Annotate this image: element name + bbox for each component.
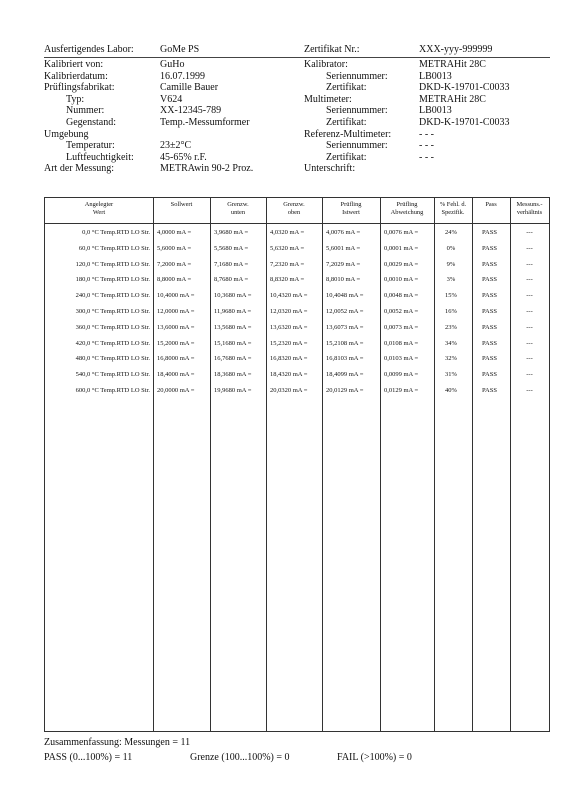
cell-applied: 60,0 °C Temp.RTD LO Str. <box>78 244 150 252</box>
cell-pct: 3% <box>446 276 456 284</box>
header-label: Ausfertigendes Labor: <box>44 44 134 55</box>
header-row <box>44 117 550 129</box>
cell-dev: 0,0029 mA = <box>384 260 419 268</box>
cell-ratio: --- <box>526 292 533 300</box>
header-label: Seriennummer: <box>326 70 388 82</box>
cell-dev: 0,0010 mA = <box>384 276 419 284</box>
cell-pass: PASS <box>482 276 497 284</box>
column-header: Pass <box>485 201 497 208</box>
header-value: XXX-yyy-999999 <box>419 44 493 55</box>
header-value <box>419 163 550 175</box>
measurement-table <box>44 197 550 732</box>
cell-soll: 8,8000 mA = <box>157 276 192 284</box>
header-label: Zertifikat: <box>326 116 367 128</box>
header-value: LB0013 <box>419 70 452 82</box>
cell-lo: 16,7680 mA = <box>214 355 252 363</box>
cell-pass: PASS <box>482 244 497 252</box>
header-divider <box>45 223 549 224</box>
header-label: Kalibrator: <box>304 59 348 70</box>
header-row <box>44 129 550 141</box>
cell-ist: 10,4048 mA = <box>326 292 364 300</box>
cell-soll: 5,6000 mA = <box>157 244 192 252</box>
header-value: DKD-K-19701-C0033 <box>419 116 510 128</box>
header-value: GoMe PS <box>160 44 200 55</box>
header-label: Zertifikat: <box>326 151 367 163</box>
cell-pass: PASS <box>482 371 497 379</box>
cell-dev: 0,0001 mA = <box>384 244 419 252</box>
cell-ratio: --- <box>526 387 533 394</box>
cell-ratio: --- <box>526 260 533 268</box>
cell-ist: 20,0129 mA = <box>326 387 364 394</box>
cell-applied: 480,0 °C Temp.RTD LO Str. <box>75 355 150 363</box>
column-header: Prüfling Abweichung <box>390 201 424 216</box>
cell-ist: 12,0052 mA = <box>326 308 364 315</box>
header-value: Camille Bauer <box>160 82 219 94</box>
table-row <box>45 241 549 256</box>
cell-ratio: --- <box>526 371 533 379</box>
cell-dev: 0,0108 mA = <box>384 339 419 347</box>
header-value: METRAHit 28C <box>419 59 486 70</box>
cell-soll: 20,0000 mA = <box>157 387 195 394</box>
column-header: Prüfling Istwert <box>340 201 362 216</box>
table-row <box>45 336 549 351</box>
cell-applied: 360,0 °C Temp.RTD LO Str. <box>75 323 150 331</box>
header-value: V624 <box>160 93 183 105</box>
column-header: Sollwert <box>170 201 193 208</box>
column-header: % Fehl. d. Spezifik. <box>439 201 467 216</box>
cell-ist: 7,2029 mA = <box>326 260 361 268</box>
header-row <box>44 105 550 117</box>
cell-applied: 300,0 °C Temp.RTD LO Str. <box>75 308 150 315</box>
column-header: Angelegter Wert <box>84 201 114 216</box>
cell-pct: 34% <box>445 339 457 347</box>
header-row <box>44 44 550 58</box>
table-row <box>45 367 549 382</box>
table-row <box>45 288 549 303</box>
table-row <box>45 383 549 398</box>
cell-hi: 18,4320 mA = <box>270 371 308 379</box>
header-value: DKD-K-19701-C0033 <box>419 82 510 94</box>
summary-line: Zusammenfassung: Messungen = 11 <box>44 737 191 748</box>
cell-pass: PASS <box>482 387 497 394</box>
cell-lo: 8,7680 mA = <box>214 276 249 284</box>
cell-lo: 3,9680 mA = <box>214 229 249 236</box>
header-value: - - - <box>419 151 434 163</box>
header-value: - - - <box>419 140 434 152</box>
summary-grenze: Grenze (100...100%) = 0 <box>190 752 290 763</box>
header-row <box>44 82 550 94</box>
cell-pct: 31% <box>445 371 457 379</box>
cell-hi: 20,0320 mA = <box>270 387 308 394</box>
cell-pass: PASS <box>482 323 497 331</box>
summary-fail: FAIL (>100%) = 0 <box>337 752 412 763</box>
table-row <box>45 225 549 240</box>
cell-pct: 24% <box>445 229 457 236</box>
header-label: Referenz-Multimeter: <box>304 128 392 140</box>
cell-soll: 12,0000 mA = <box>157 308 195 315</box>
column-header: Messuns.- verhältnis <box>516 201 543 216</box>
cell-dev: 0,0103 mA = <box>384 355 419 363</box>
header-label: Zertifikat Nr.: <box>304 44 360 55</box>
header-label: Seriennummer: <box>326 140 388 152</box>
cell-lo: 19,9680 mA = <box>214 387 252 394</box>
cell-ist: 16,8103 mA = <box>326 355 364 363</box>
header-label: Prüflingsfabrikat: <box>44 82 115 94</box>
cell-ratio: --- <box>526 244 533 252</box>
header-row <box>44 59 550 71</box>
cell-ratio: --- <box>526 355 533 363</box>
cell-ratio: --- <box>526 229 533 236</box>
certificate-header <box>44 44 550 175</box>
cell-pass: PASS <box>482 339 497 347</box>
table-row <box>45 351 549 366</box>
cell-pct: 16% <box>445 308 457 315</box>
header-label: Kalibrierdatum: <box>44 70 108 82</box>
cell-ist: 13,6073 mA = <box>326 323 364 331</box>
cell-applied: 240,0 °C Temp.RTD LO Str. <box>75 292 150 300</box>
cell-hi: 15,2320 mA = <box>270 339 308 347</box>
header-label: Gegenstand: <box>66 116 116 128</box>
cell-soll: 16,8000 mA = <box>157 355 195 363</box>
header-value: GuHo <box>160 59 185 70</box>
cell-hi: 5,6320 mA = <box>270 244 305 252</box>
cell-hi: 12,0320 mA = <box>270 308 308 315</box>
header-value: 16.07.1999 <box>160 70 205 82</box>
cell-ratio: --- <box>526 323 533 331</box>
header-value <box>160 129 304 141</box>
cell-lo: 15,1680 mA = <box>214 339 252 347</box>
cell-pct: 40% <box>445 387 457 394</box>
cell-ist: 5,6001 mA = <box>326 244 361 252</box>
header-label: Unterschrift: <box>304 163 356 175</box>
header-value: LB0013 <box>419 105 452 117</box>
cell-dev: 0,0099 mA = <box>384 371 419 379</box>
column-header: Grenzw. oben <box>283 201 305 216</box>
header-label: Umgebung <box>44 128 89 140</box>
column-header: Grenzw. unten <box>227 201 249 216</box>
header-label: Zertifikat: <box>326 82 367 94</box>
cell-dev: 0,0052 mA = <box>384 308 419 315</box>
cell-lo: 5,5680 mA = <box>214 244 249 252</box>
cell-ist: 15,2108 mA = <box>326 339 364 347</box>
table-row <box>45 272 549 287</box>
cell-dev: 0,0073 mA = <box>384 323 419 331</box>
cell-dev: 0,0129 mA = <box>384 387 419 394</box>
header-label: Luftfeuchtigkeit: <box>66 151 134 163</box>
cell-soll: 10,4000 mA = <box>157 292 195 300</box>
cell-applied: 180,0 °C Temp.RTD LO Str. <box>75 276 150 284</box>
cell-applied: 420,0 °C Temp.RTD LO Str. <box>75 339 150 347</box>
table-row <box>45 257 549 272</box>
cell-pct: 32% <box>445 355 457 363</box>
cell-hi: 16,8320 mA = <box>270 355 308 363</box>
cell-pct: 23% <box>445 323 457 331</box>
cell-soll: 4,0000 mA = <box>157 229 192 236</box>
cell-dev: 0,0048 mA = <box>384 292 419 300</box>
cell-soll: 18,4000 mA = <box>157 371 195 379</box>
cell-hi: 13,6320 mA = <box>270 323 308 331</box>
cell-lo: 10,3680 mA = <box>214 292 252 300</box>
cell-applied: 120,0 °C Temp.RTD LO Str. <box>75 260 150 268</box>
header-value: - - - <box>419 128 434 140</box>
cell-soll: 13,6000 mA = <box>157 323 195 331</box>
header-label: Temperatur: <box>66 140 115 152</box>
header-row <box>44 140 550 152</box>
cell-lo: 7,1680 mA = <box>214 260 249 268</box>
cell-ratio: --- <box>526 308 533 315</box>
cell-ist: 4,0076 mA = <box>326 229 361 236</box>
summary-pass: PASS (0...100%) = 11 <box>44 752 133 763</box>
cell-hi: 7,2320 mA = <box>270 260 305 268</box>
header-value: 23±2°C <box>160 140 192 152</box>
cell-pass: PASS <box>482 292 497 300</box>
cell-applied: 0,0 °C Temp.RTD LO Str. <box>82 229 150 236</box>
cell-lo: 11,9680 mA = <box>214 308 252 315</box>
table-row <box>45 320 549 335</box>
cell-applied: 600,0 °C Temp.RTD LO Str. <box>75 387 150 394</box>
header-value: METRAwin 90-2 Proz. <box>160 163 254 175</box>
header-value: 45-65% r.F. <box>160 151 207 163</box>
cell-dev: 0,0076 mA = <box>384 229 419 236</box>
cell-pct: 0% <box>446 244 456 252</box>
header-label: Nummer: <box>66 105 105 117</box>
cell-pct: 9% <box>446 260 456 268</box>
cell-ratio: --- <box>526 339 533 347</box>
cell-ist: 8,8010 mA = <box>326 276 361 284</box>
cell-lo: 13,5680 mA = <box>214 323 252 331</box>
header-label: Typ: <box>66 93 85 105</box>
cell-lo: 18,3680 mA = <box>214 371 252 379</box>
header-row <box>44 71 550 83</box>
cell-pct: 15% <box>445 292 457 300</box>
header-label: Multimeter: <box>304 93 352 105</box>
header-value: METRAHit 28C <box>419 93 486 105</box>
header-label: Art der Messung: <box>44 163 114 175</box>
cell-pass: PASS <box>482 260 497 268</box>
cell-hi: 8,8320 mA = <box>270 276 305 284</box>
header-label: Seriennummer: <box>326 105 388 117</box>
cell-ratio: --- <box>526 276 533 284</box>
cell-pass: PASS <box>482 229 497 236</box>
header-row <box>44 152 550 164</box>
cell-hi: 4,0320 mA = <box>270 229 305 236</box>
cell-applied: 540,0 °C Temp.RTD LO Str. <box>75 371 150 379</box>
cell-soll: 7,2000 mA = <box>157 260 192 268</box>
table-row <box>45 304 549 319</box>
cell-pass: PASS <box>482 308 497 315</box>
cell-soll: 15,2000 mA = <box>157 339 195 347</box>
header-row <box>44 94 550 106</box>
cell-hi: 10,4320 mA = <box>270 292 308 300</box>
header-row <box>44 163 550 175</box>
cell-ist: 18,4099 mA = <box>326 371 364 379</box>
header-value: Temp.-Messumformer <box>160 116 250 128</box>
cell-pass: PASS <box>482 355 497 363</box>
header-label: Kalibriert von: <box>44 59 104 70</box>
header-value: XX-12345-789 <box>160 105 222 117</box>
